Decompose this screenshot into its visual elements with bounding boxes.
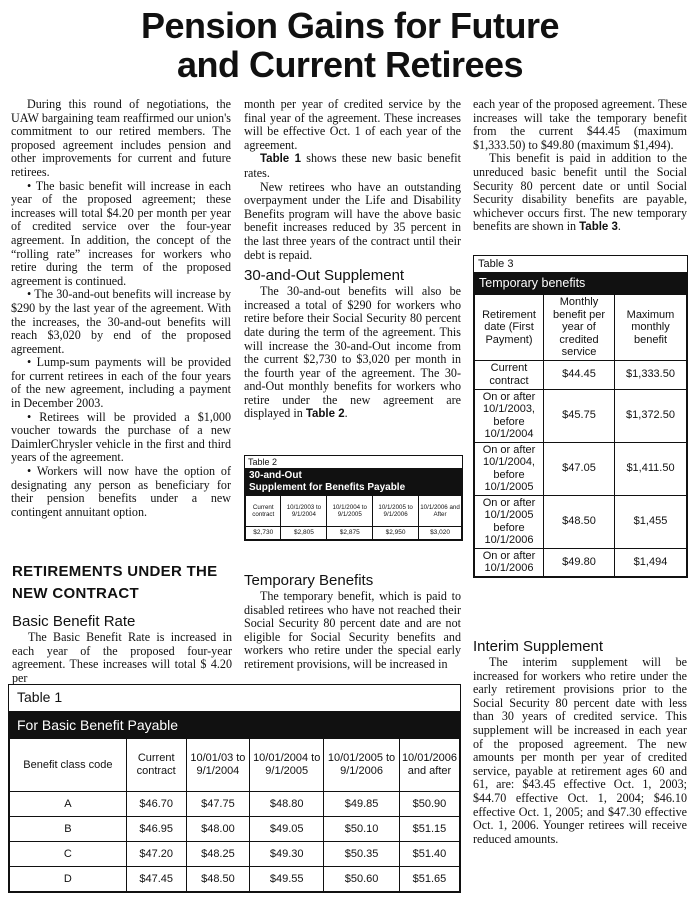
table-3-reference: Table 3 xyxy=(579,221,618,234)
table-3-cell: $47.05 xyxy=(544,442,615,495)
title-line-1: Pension Gains for Future xyxy=(140,5,560,46)
table-1-cell: $51.65 xyxy=(399,867,459,892)
table-1-header: Benefit class code xyxy=(10,739,127,792)
bullet-beneficiary: • Workers will now have the option of designating any person as beneficiary for their pension benefits under a new contingent annuitant option. xyxy=(11,464,231,519)
table-3-cell: On or after 10/1/2006 xyxy=(475,548,544,576)
table-3-grid xyxy=(474,294,687,577)
table-3-row xyxy=(475,389,687,442)
col2-paragraph-3: New retirees who have an outstanding overpayment under the Life and Disability Benefits program will have the above basic benefit increases reduced by 35 percent in the last three years of the contract until their debt is repaid. xyxy=(244,179,461,262)
table-2-cell: $3,020 xyxy=(419,527,462,540)
table-3-cell: On or after 10/1/2005 before 10/1/2006 xyxy=(475,495,544,548)
heading-retirements: RETIREMENTS UNDER THE NEW CONTRACT xyxy=(12,563,218,602)
table-1-row xyxy=(10,792,460,817)
table-2-title xyxy=(245,469,462,495)
table-2-cell: $2,730 xyxy=(246,527,281,540)
table-3-cell: Current contract xyxy=(475,360,544,389)
col3-paragraph-2 xyxy=(473,152,687,235)
table-2-header: 10/1/2003 to 9/1/2004 xyxy=(281,496,327,527)
col2-paragraph-2 xyxy=(244,152,461,180)
table-3 xyxy=(473,255,688,578)
bullet-lump-sum: • Lump-sum payments will be provided for current retirees in each of the four years of the new agreement, including a payment in December 2003. xyxy=(11,355,231,411)
bullet-30-and-out: • The 30-and-out benefits will increase by $290 by the last year of the agreement. With the increases, the 30-and-out benefits will reach $3,020 by end of the proposed agreement. xyxy=(11,287,231,356)
table-1-cell: $46.95 xyxy=(126,817,186,842)
table-1-header: Current contract xyxy=(126,739,186,792)
table-3-header-row xyxy=(475,295,687,361)
col2-paragraph-4 xyxy=(244,285,461,422)
table-1-cell: A xyxy=(10,792,127,817)
col2-paragraph-4-text: The 30-and-out benefits will also be increased a total of $290 for workers who retire before their Social Security 80 percent date during the term of the agreement. This will increase the 30-and-Out income from the current $2,730 to $3,020 per month in the fourth year of the agreement. The 30-and-Out monthly benefits for workers who retire under the new agreement are displayed in xyxy=(244,284,461,421)
table-1-grid xyxy=(9,738,460,892)
table-1-cell: $49.85 xyxy=(324,792,400,817)
col3-paragraph-1: each year of the proposed agreement. These increases will take the temporary benefit from the current $44.45 (maximum $1,333.50) to $49.80 (maximum $1,494). xyxy=(473,97,687,152)
table-3-cell: On or after 10/1/2003, before 10/1/2004 xyxy=(475,389,544,442)
table-1-cell: $50.90 xyxy=(399,792,459,817)
col2-paragraph-2-text: shows these new basic benefit rates. xyxy=(244,151,461,180)
table-1-row xyxy=(10,842,460,867)
table-2-title-line-2: Supplement for Benefits Payable xyxy=(249,482,406,493)
table-1-header: 10/01/2005 to 9/1/2006 xyxy=(324,739,400,792)
table-1-cell: C xyxy=(10,842,127,867)
basic-benefit-paragraph: The Basic Benefit Rate is increased in each year of the proposed four-year agreement. These increases will total $ 4.20 per xyxy=(12,630,232,685)
table-2-header-row xyxy=(246,496,462,527)
table-2-reference: Table 2 xyxy=(305,408,345,421)
table-3-cell: $49.80 xyxy=(544,548,615,576)
column-2-lower xyxy=(244,572,461,672)
table-3-row xyxy=(475,495,687,548)
col3-paragraph-2-end: . xyxy=(617,219,621,234)
table-3-cell: $1,411.50 xyxy=(615,442,687,495)
table-3-header: Maximum monthly benefit xyxy=(615,295,687,361)
column-3-lower xyxy=(473,638,687,846)
table-3-header: Retirement date (First Payment) xyxy=(475,295,544,361)
table-3-cell: $48.50 xyxy=(544,495,615,548)
table-2-cell: $2,950 xyxy=(373,527,419,540)
table-3-cell: On or after 10/1/2004, before 10/1/2005 xyxy=(475,442,544,495)
table-1-cell: B xyxy=(10,817,127,842)
title-line-2: and Current Retirees xyxy=(176,44,524,85)
table-1-cell: D xyxy=(10,867,127,892)
table-1-cell: $50.10 xyxy=(324,817,400,842)
table-1-cell: $48.80 xyxy=(250,792,324,817)
table-1-header: 10/01/03 to 9/1/2004 xyxy=(186,739,250,792)
table-3-row xyxy=(475,360,687,389)
col3-paragraph-3: The interim supplement will be increased for workers who retire under the early retirement provisions prior to the Social Security 80 percent date with less than 30 years of credited service. This supplement will be increased in each year of the proposed agreement. The new amounts per month per year of credited service, payable at retirement ages 60 and 61, are: $43.45 effective Oct. 1, 2003; $44.70 effective Oct. 1, 2004; $46.10 effective Oct. 1, 2005; and $47.30 effective Oct. 1, 2006. Younger retirees will receive reduced amounts. xyxy=(473,655,687,846)
table-1-cell: $49.30 xyxy=(250,842,324,867)
col2-paragraph-1: month per year of credited service by the final year of the agreement. These increases will be effective Oct. 1 of each year of the agreement. xyxy=(244,97,461,152)
table-1-caption: Table 1 xyxy=(9,685,460,712)
heading-30-and-out: 30-and-Out Supplement xyxy=(244,267,405,285)
table-1-cell: $49.05 xyxy=(250,817,324,842)
table-1-cell: $51.40 xyxy=(399,842,459,867)
table-3-header: Monthly benefit per year of credited service xyxy=(544,295,615,361)
column-2 xyxy=(244,98,461,422)
table-1-reference: Table 1 xyxy=(260,153,302,166)
table-3-row xyxy=(475,442,687,495)
intro-paragraph: During this round of negotiations, the UAW bargaining team reaffirmed our union's commitment to our retired members. The proposed agreement includes pension and other improvements for current and future retirees. xyxy=(11,97,231,179)
column-3 xyxy=(473,98,687,235)
table-1-row xyxy=(10,867,460,892)
bullet-basic-benefit: • The basic benefit will increase in each year of the proposed agreement; these increases will total $4.20 per month per year of credited service over the four-year agreement. In addition, the concept of the “rolling rate” increases for workers who retire during the term of the proposed agreement is continued. xyxy=(11,178,231,288)
page-title xyxy=(0,6,700,84)
table-1-cell: $47.20 xyxy=(126,842,186,867)
table-3-cell: $1,455 xyxy=(615,495,687,548)
table-2-header: 10/1/2006 and After xyxy=(419,496,462,527)
table-1-cell: $48.50 xyxy=(186,867,250,892)
table-2-header: 10/1/2004 to 9/1/2005 xyxy=(327,496,373,527)
table-1-title: For Basic Benefit Payable xyxy=(9,712,460,738)
table-1-cell: $49.55 xyxy=(250,867,324,892)
table-1-cell: $47.45 xyxy=(126,867,186,892)
bullet-voucher: • Retirees will be provided a $1,000 voucher towards the purchase of a new DaimlerChrysler vehicle in the first and third years of the agreement. xyxy=(11,409,231,465)
column-1-lower xyxy=(12,561,232,685)
table-1-cell: $48.00 xyxy=(186,817,250,842)
col2-paragraph-5: The temporary benefit, which is paid to disabled retirees who have not reached their Social Security 80 percent date and are not eligible for Social Security benefits and workers who retire under the special early retirement provisions, will be increased in xyxy=(244,589,461,671)
table-2-cell: $2,805 xyxy=(281,527,327,540)
table-2-value-row xyxy=(246,527,462,540)
table-3-cell: $1,372.50 xyxy=(615,389,687,442)
table-2-grid xyxy=(245,495,462,540)
column-1 xyxy=(11,98,231,519)
table-3-caption: Table 3 xyxy=(474,256,687,273)
table-2-caption: Table 2 xyxy=(245,456,462,469)
col3-paragraph-2-text: This benefit is paid in addition to the unreduced basic benefit until the Social Security 80 percent date or until Social Security disability benefits are payable, whichever occurs first. The new temporary benefits are shown in xyxy=(473,151,687,234)
table-3-cell: $1,494 xyxy=(615,548,687,576)
table-3-cell: $45.75 xyxy=(544,389,615,442)
table-3-cell: $44.45 xyxy=(544,360,615,389)
table-1-header: 10/01/2004 to 9/1/2005 xyxy=(250,739,324,792)
table-2-header: 10/1/2005 to 9/1/2006 xyxy=(373,496,419,527)
table-3-title: Temporary benefits xyxy=(474,273,687,294)
table-1-cell: $51.15 xyxy=(399,817,459,842)
table-1-cell: $50.35 xyxy=(324,842,400,867)
table-3-cell: $1,333.50 xyxy=(615,360,687,389)
table-2 xyxy=(244,455,463,541)
heading-basic-benefit: Basic Benefit Rate xyxy=(12,613,136,630)
table-1-row xyxy=(10,817,460,842)
heading-temporary-benefits: Temporary Benefits xyxy=(244,572,374,589)
table-1-header: 10/01/2006 and after xyxy=(399,739,459,792)
table-1 xyxy=(8,684,461,893)
table-3-row xyxy=(475,548,687,576)
col2-paragraph-4-end: . xyxy=(344,406,348,421)
heading-interim-supplement: Interim Supplement xyxy=(473,638,604,655)
table-1-cell: $50.60 xyxy=(324,867,400,892)
table-1-cell: $46.70 xyxy=(126,792,186,817)
table-2-header: Current contract xyxy=(246,496,281,527)
table-2-cell: $2,875 xyxy=(327,527,373,540)
table-1-header-row xyxy=(10,739,460,792)
table-1-cell: $48.25 xyxy=(186,842,250,867)
table-2-title-line-1: 30-and-Out xyxy=(249,470,302,481)
table-1-cell: $47.75 xyxy=(186,792,250,817)
